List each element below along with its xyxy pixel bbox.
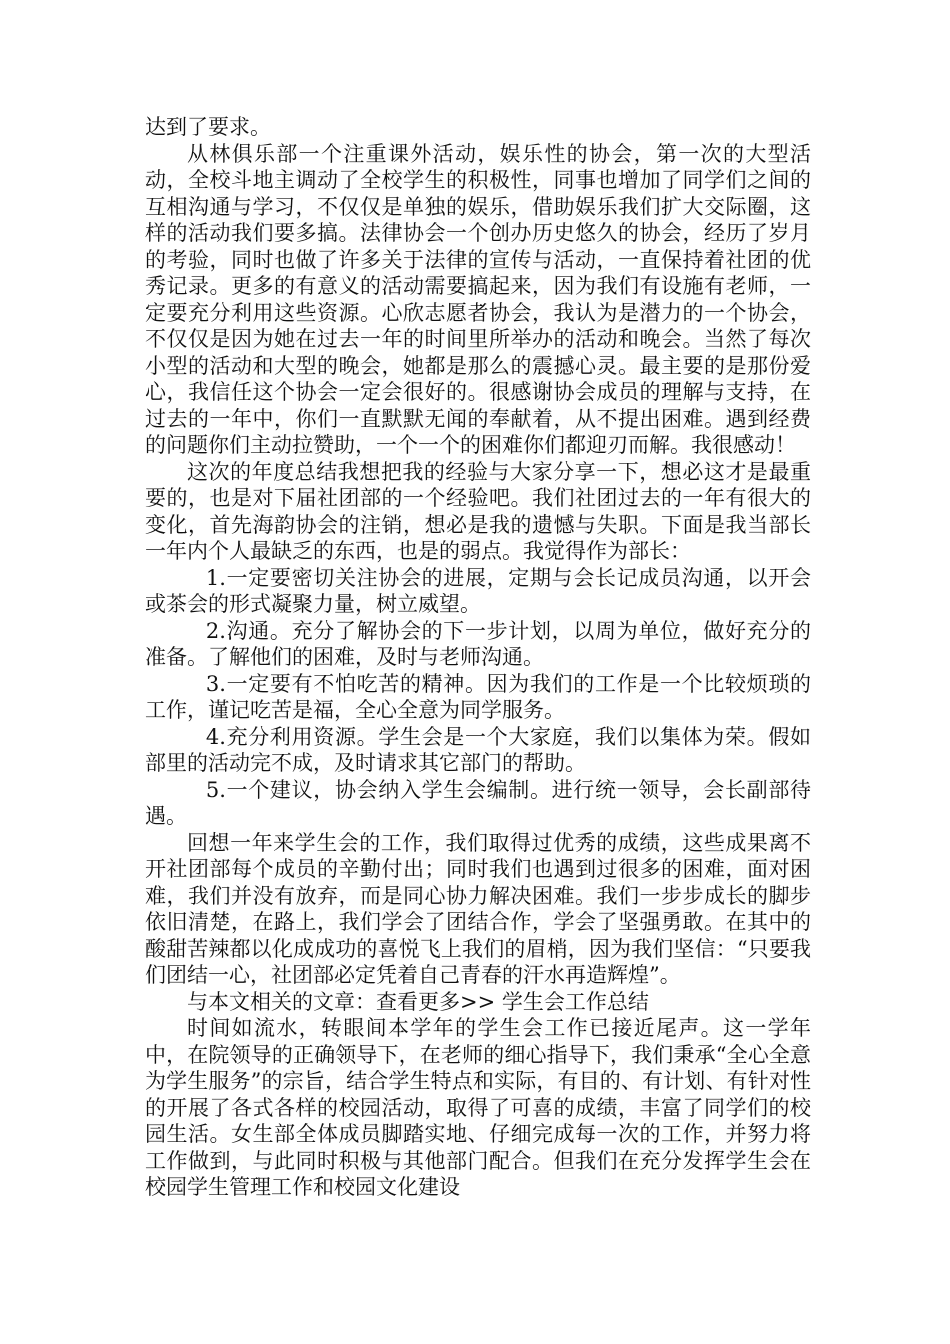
document-body — [145, 114, 811, 1201]
paragraph-continuation: 达到了要求。 — [145, 115, 271, 139]
list-item-1: 1.一定要密切关注协会的进展，定期与会长记成员沟通，以开会或茶会的形式凝聚力量，树立威望。 — [145, 565, 811, 616]
list-item-5: 5.一个建议，协会纳入学生会编制。进行统一领导，会长副部待遇。 — [145, 777, 811, 828]
paragraph-annual-summary: 这次的年度总结我想把我的经验与大家分享一下，想必这才是最重要的，也是对下届社团部的一个经验吧。我们社团过去的一年有很大的变化，首先海韵协会的注销，想必是我的遗憾与失职。下面是我当部长一年内个人最缺乏的东西，也是的弱点。我觉得作为部长： — [145, 459, 811, 563]
list-item-2: 2.沟通。充分了解协会的下一步计划，以周为单位，做好充分的准备。了解他们的困难，及时与老师沟通。 — [145, 618, 811, 669]
paragraph-new-article: 时间如流水，转眼间本学年的学生会工作已接近尾声。这一学年中，在院领导的正确领导下，在老师的细心指导下，我们秉承“全心全意为学生服务”的宗旨，结合学生特点和实际，有目的、有计划、有针对性的开展了各式各样的校园活动，取得了可喜的成绩，丰富了同学们的校园生活。女生部全体成员脚踏实地、仔细完成每一次的工作，并努力将工作做到，与此同时积极与其他部门配合。但我们在充分发挥学生会在校园学生管理工作和校园文化建设 — [145, 1016, 811, 1199]
list-item-4: 4.充分利用资源。学生会是一个大家庭，我们以集体为荣。假如部里的活动完不成，及时请求其它部门的帮助。 — [145, 724, 811, 775]
paragraph-club-review: 从林俱乐部一个注重课外活动，娱乐性的协会，第一次的大型活动，全校斗地主调动了全校学生的积极性，同事也增加了同学们之间的互相沟通与学习，不仅仅是单独的娱乐，借助娱乐我们扩大交际圈，这样的活动我们要多搞。法律协会一个创办历史悠久的协会，经历了岁月的考验，同时也做了许多关于法律的宣传与活动，一直保持着社团的优秀记录。更多的有意义的活动需要搞起来，因为我们有设施有老师，一定要充分利用这些资源。心欣志愿者协会，我认为是潜力的一个协会，不仅仅是因为她在过去一年的时间里所举办的活动和晚会。当然了每次小型的活动和大型的晚会，她都是那么的震撼心灵。最主要的是那份爱心，我信任这个协会一定会很好的。很感谢协会成员的理解与支持，在过去的一年中，你们一直默默无闻的奉献着，从不提出困难。遇到经费的问题你们主动拉赞助，一个一个的困难你们都迎刃而解。我很感动！ — [145, 141, 811, 457]
paragraph-reflection: 回想一年来学生会的工作，我们取得过优秀的成绩，这些成果离不开社团部每个成员的辛勤付出；同时我们也遇到过很多的困难，面对困难，我们并没有放弃，而是同心协力解决困难。我们一步步成长的脚步依旧清楚，在路上，我们学会了团结合作，学会了坚强勇敢。在其中的酸甜苦辣都以化成成功的喜悦飞上我们的眉梢，因为我们坚信：“只要我们团结一心，社团部必定凭着自己青春的汗水再造辉煌”。 — [145, 830, 811, 987]
list-item-3: 3.一定要有不怕吃苦的精神。因为我们的工作是一个比较烦琐的工作，谨记吃苦是福，全心全意为同学服务。 — [145, 671, 811, 722]
related-articles-link[interactable]: 与本文相关的文章：查看更多>> 学生会工作总结 — [187, 989, 649, 1014]
